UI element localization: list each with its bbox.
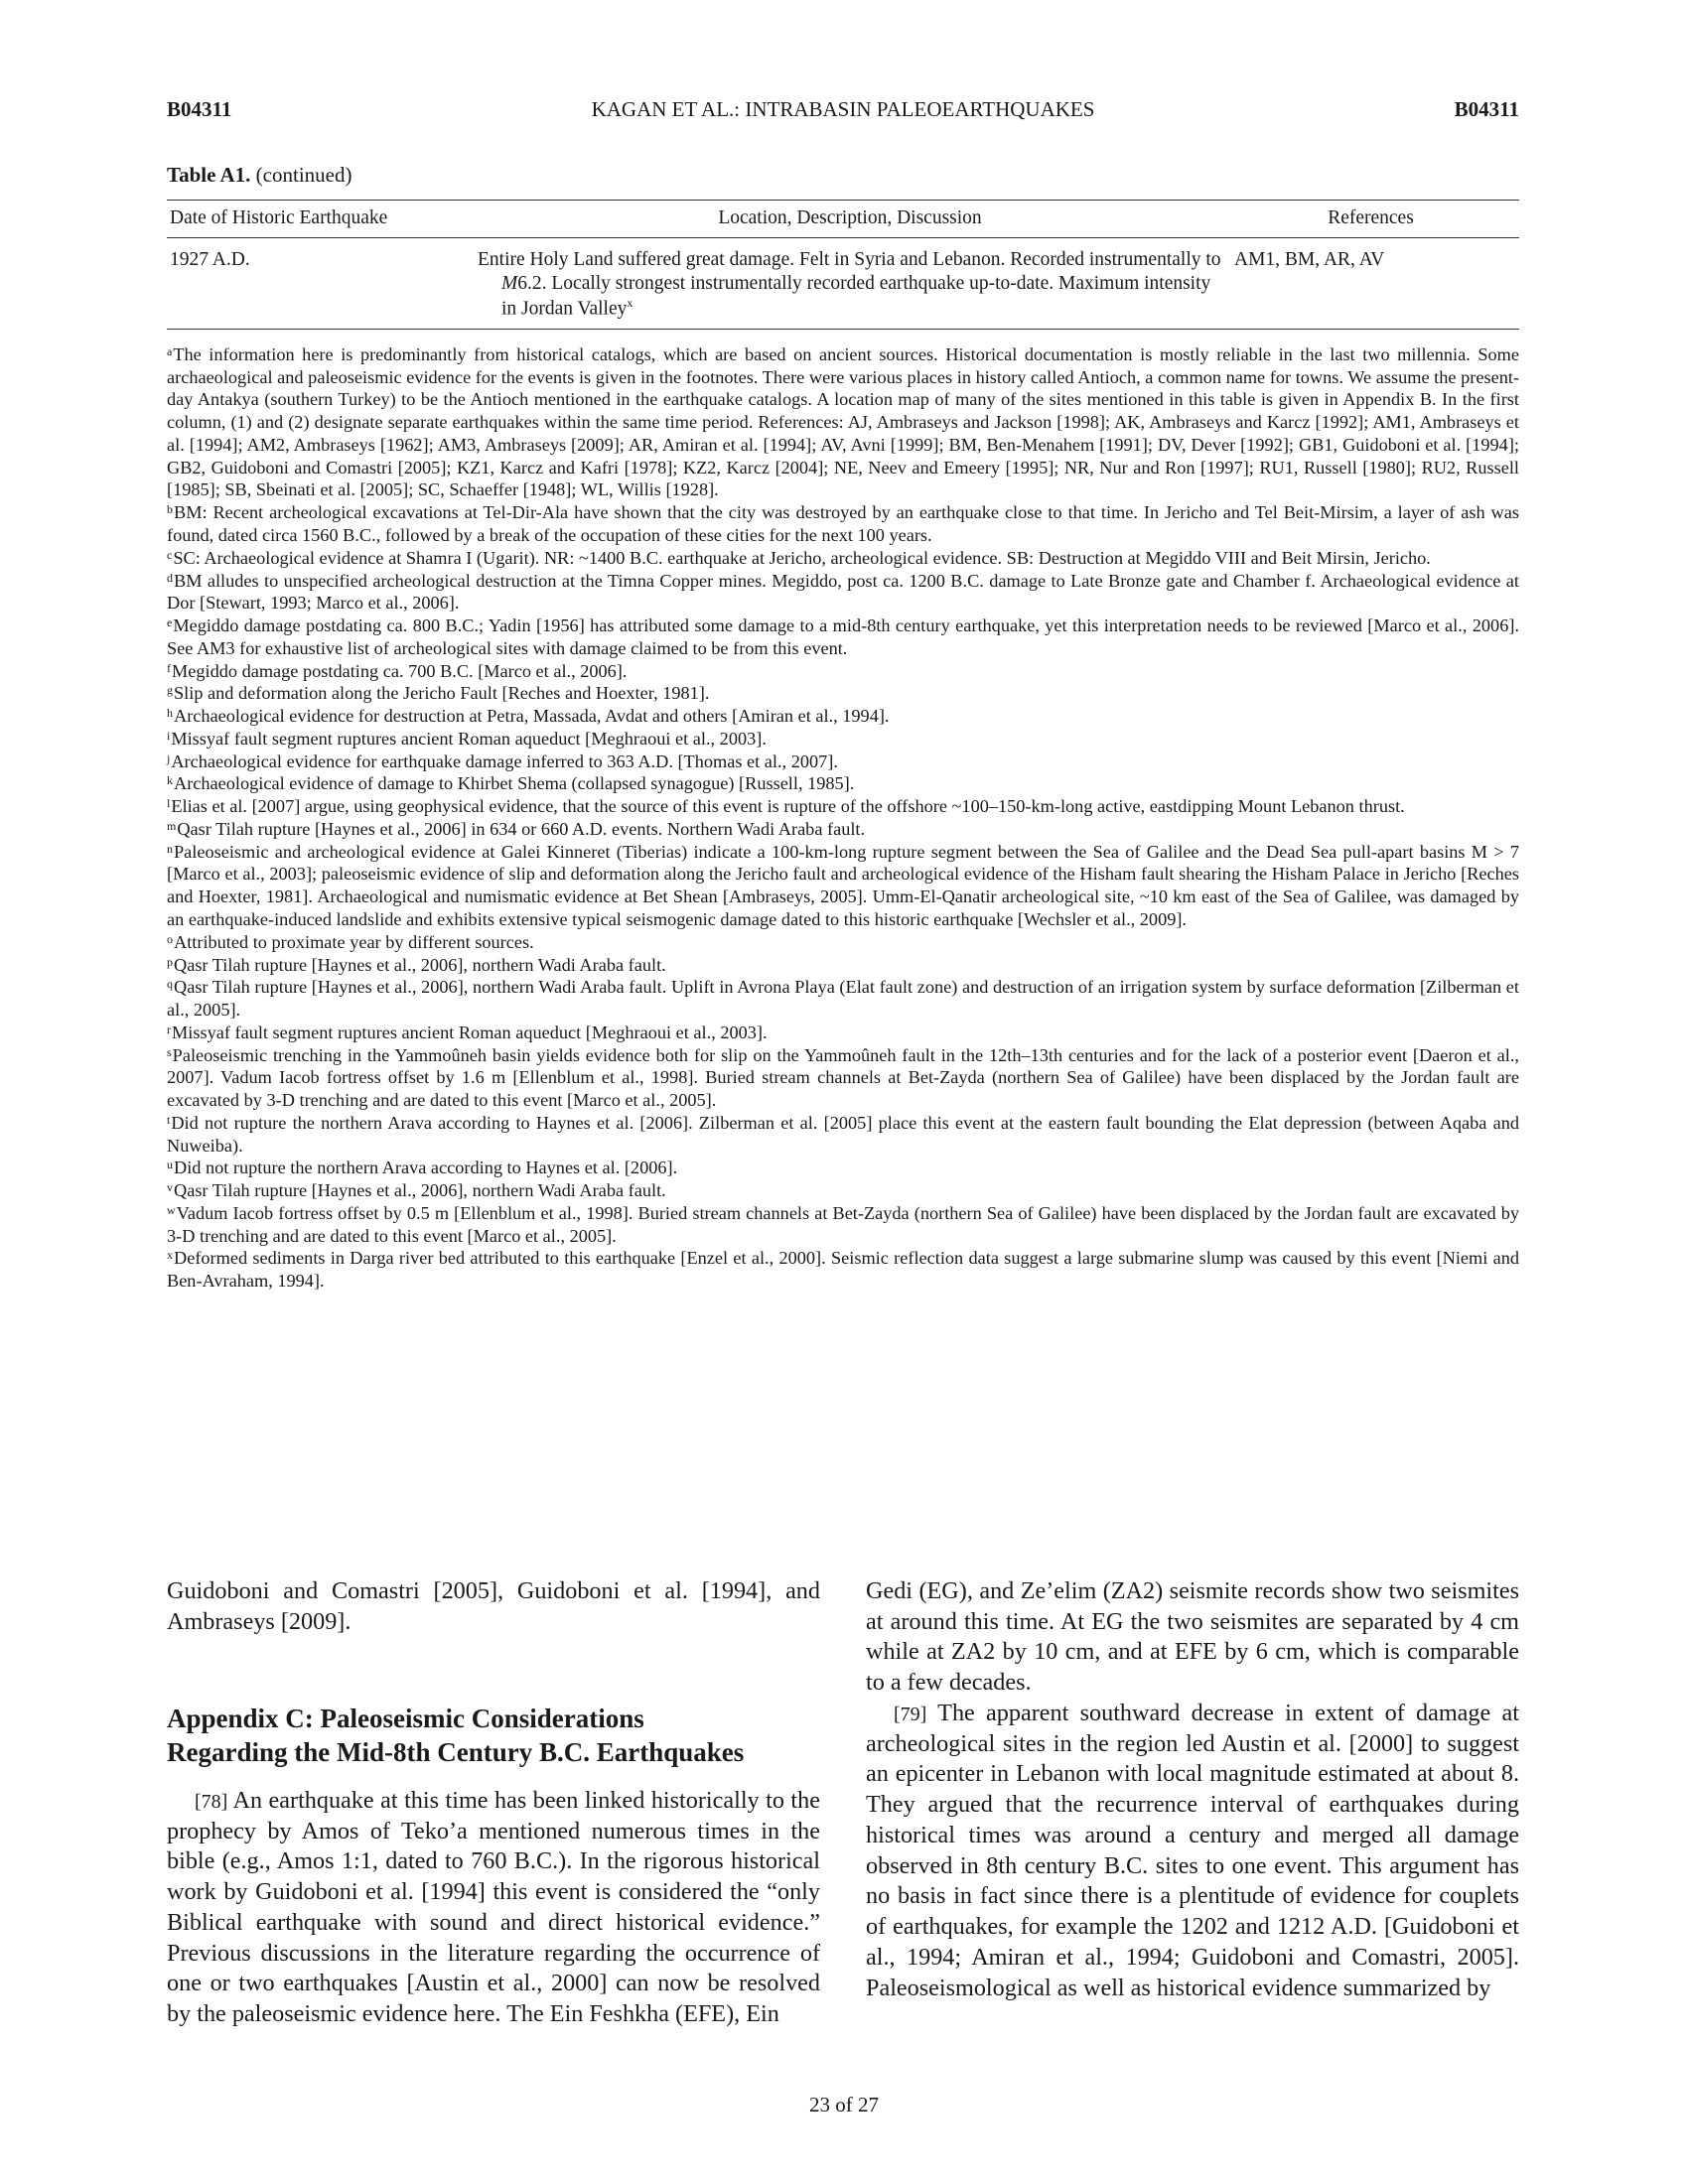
section-heading (167, 1703, 820, 1770)
table-header-references: References (1222, 201, 1519, 238)
article-id-right: B04311 (1454, 97, 1519, 121)
section-title-line-1: Appendix C: Paleoseismic Considerations (167, 1704, 644, 1734)
article-id-left: B04311 (167, 97, 232, 121)
right-column (866, 1576, 1519, 2003)
table-row (167, 238, 1519, 330)
table-cell-date: 1927 A.D. (167, 238, 478, 330)
footnote-m: $^m$Qasr Tilah rupture [Haynes et al., 2006] in 634 or 660 A.D. events. Northern Wadi Araba fault. (167, 818, 866, 839)
footnote-n: $^n$Paleoseismic and archeological evidence at Galei Kinneret (Tiberias) indicate a 100-km-long rupture segment between the Sea of Galilee and the Dead Sea pull-apart basins M > 7 [Marco et al., 2003]; paleoseismic evidence of slip and deformation along the Jericho fault and archeological evidence of the Hisham fault shearing the Hisham Palace in Jericho [Reches and Hoexter, 1981]. Archaeological and numismatic evidence at Bet Shean [Ambraseys, 2005]. Umm-El-Qanatir archeological site, ~10 km east of the Sea of Galilee, was damaged by an earthquake-induced landslide and exhibits extensive typical seismogenic damage dated to this historic earthquake [Wechsler et al., 2009]. (167, 841, 1519, 929)
footnote-g: $^g$Slip and deformation along the Jericho Fault [Reches and Hoexter, 1981]. (167, 683, 710, 704)
footnote-u: $^u$Did not rupture the northern Arava according to Haynes et al. [2006]. (167, 1158, 678, 1178)
page-content (167, 91, 1519, 1293)
table-caption-label: Table A1. (167, 163, 251, 187)
page-number: 23 of 27 (809, 2093, 879, 2116)
left-column (167, 1576, 820, 2030)
table-caption (167, 163, 1519, 188)
footnote-p: $^p$Qasr Tilah rupture [Haynes et al., 2006], northern Wadi Araba fault. (167, 954, 666, 975)
footnote-w: $^w$Vadum Iacob fortress offset by 0.5 m [Ellenblum et al., 1998]. Buried stream channels at Bet-Zayda (northern Sea of Galilee) have been displaced by the Jordan fault are excavated by 3-D trenching and are dated to this event [Marco et al., 2005]. (167, 1202, 1519, 1246)
footnote-l: $^l$Elias et al. [2007] argue, using geophysical evidence, that the source of this event is rupture of the offshore ~100–150-km-long active, eastdipping Mount Lebanon thrust. (167, 796, 1405, 817)
footnote-a: $^a$The information here is predominantly from historical catalogs, which are based on ancient sources. Historical documentation is mostly reliable in the last two millennia. Some archaeological and paleoseismic evidence for the events is given in the footnotes. There were various places in history called Antioch, a common name for towns. We assume the present-day Antakya (southern Turkey) to be the Antioch mentioned in the earthquake catalogs. A location map of many of the sites mentioned in this table is given in Appendix B. In the first column, (1) and (2) designate separate earthquakes within the same time period. References: AJ, Ambraseys and Jackson [1998]; AK, Ambraseys and Karcz [1992]; AM1, Ambraseys et al. [1994]; AM2, Ambraseys [1962]; AM3, Ambraseys [2009]; AR, Amiran et al. [1994]; AV, Avni [1999]; BM, Ben-Menahem [1991]; DV, Dever [1992]; GB1, Guidoboni et al. [1994]; GB2, Guidoboni and Comastri [2005]; KZ1, Karcz and Kafri [1978]; KZ2, Karcz [2004]; NE, Neev and Emeery [1995]; NR, Nur and Ron [1997]; RU1, Russell [1980]; RU2, Russell [1985]; SB, Sbeinati et al. [2005]; SC, Schaeffer [1948]; WL, Willis [1928]. (167, 343, 1519, 500)
footnote-e: $^e$Megiddo damage postdating ca. 800 B.C.; Yadin [1956] has attributed some damage to a mid-8th century earthquake, yet this interpretation needs to be reviewed [Marco et al., 2006]. See AM3 for exhaustive list of archeological sites with damage claimed to be from this event. (167, 615, 1519, 658)
footnote-t: $^t$Did not rupture the northern Arava according to Haynes et al. [2006]. Zilberman et al. [2005] place this event at the eastern fault bounding the Elat depression (between Aqaba and Nuweiba). (167, 1112, 1519, 1156)
footnote-d: $^d$BM alludes to unspecified archeological destruction at the Timna Copper mines. Megiddo, post ca. 1200 B.C. damage to Late Bronze gate and Chamber f. Archaeological evidence at Dor [Stewart, 1993; Marco et al., 2006]. (167, 570, 1519, 614)
footnote-h: $^h$Archaeological evidence for destruction at Petra, Massada, Avdat and others [Amiran et al., 1994]. (167, 706, 890, 727)
section-title-line-2: Regarding the Mid-8th Century B.C. Earthquakes (167, 1737, 745, 1768)
footnote-q: $^q$Qasr Tilah rupture [Haynes et al., 2006], northern Wadi Araba fault. Uplift in Avrona Playa (Elat fault zone) and destruction of an irrigation system by surface deformation [Zilberman et al., 2005]. (167, 977, 1519, 1021)
footnote-s: $^s$Paleoseismic trenching in the Yammoûneh basin yields evidence both for slip on the Yammoûneh fault in the 12th–13th centuries and for the lack of a posterior event [Daeron et al., 2007]. Vadum Iacob fortress offset by 1.6 m [Ellenblum et al., 1998]. Buried stream channels at Bet-Zayda (northern Sea of Galilee) have been displaced by the Jordan fault are excavated by 3-D trenching and are dated to this event [Marco et al., 2005]. (167, 1044, 1519, 1111)
footnote-j: $^j$Archaeological evidence for earthquake damage inferred to 363 A.D. [Thomas et al., 2007]. (167, 751, 838, 771)
running-title: KAGAN ET AL.: INTRABASIN PALEOEARTHQUAKES (591, 97, 1095, 121)
table-header-description: Location, Description, Discussion (478, 201, 1222, 238)
table-header-date: Date of Historic Earthquake (167, 201, 478, 238)
table-caption-rest: (continued) (255, 163, 352, 187)
footnote-o: $^o$Attributed to proximate year by different sources. (167, 931, 534, 952)
left-intro-text: Guidoboni and Comastri [2005], Guidoboni et al. [1994], and Ambraseys [2009]. (167, 1577, 820, 1635)
table-cell-description: Entire Holy Land suffered great damage. Felt in Syria and Lebanon. Recorded instrumentally to M6.2. Locally strongest instrumentally recorded earthquake up-to-date. Maximum intensity in Jordan Valley$^x$ (478, 238, 1222, 330)
paragraph-number: [78] (195, 1790, 228, 1813)
footnote-i: $^i$Missyaf fault segment ruptures ancient Roman aqueduct [Meghraoui et al., 2003]. (167, 728, 767, 749)
paragraph-number: [79] (894, 1703, 927, 1725)
running-header (167, 91, 1519, 131)
footnote-x: $^x$Deformed sediments in Darga river bed attributed to this earthquake [Enzel et al., 2000]. Seismic reflection data suggest a large submarine slump was caused by this event [Niemi and Ben-Avraham, 1994]. (167, 1248, 1519, 1292)
footnote-f: $^f$Megiddo damage postdating ca. 700 B.C. [Marco et al., 2006]. (167, 660, 628, 681)
table-footnotes (167, 343, 1519, 1293)
right-continuation-text: Gedi (EG), and Ze’elim (ZA2) seismite records show two seismites at around this time. At EG the two seismites are separated by 4 cm while at ZA2 by 10 cm, and at EFE by 6 cm, which is comparable to a few decades. (866, 1577, 1519, 1697)
footnote-r: $^r$Missyaf fault segment ruptures ancient Roman aqueduct [Meghraoui et al., 2003]. (167, 1022, 768, 1042)
footnote-v: $^v$Qasr Tilah rupture [Haynes et al., 2006], northern Wadi Araba fault. (167, 1180, 666, 1201)
table-cell-references: AM1, BM, AR, AV (1222, 238, 1519, 330)
footnote-b: $^b$BM: Recent archeological excavations at Tel-Dir-Ala have shown that the city was destroyed by an earthquake close to that time. In Jericho and Tel Beit-Mirsim, a layer of ash was found, dated circa 1560 B.C., followed by a break of the occupation of these cities for the next 100 years. (167, 502, 1519, 545)
table-header-row (167, 201, 1519, 238)
table-a1 (167, 200, 1519, 330)
footnote-k: $^k$Archaeological evidence of damage to Khirbet Shema (collapsed synagogue) [Russell, 1985]. (167, 773, 855, 794)
paragraph-79: [79] The apparent southward decrease in extent of damage at archeological sites in the region led Austin et al. [2000] to suggest an epicenter in Lebanon with local magnitude estimated at about 8. They argued that the recurrence interval of earthquakes during historical times was around a century and merged all damage observed in 8th century B.C. sites to one event. This argument has no basis in fact since there is a plentitude of evidence for couplets of earthquakes, for example the 1202 and 1212 A.D. [Guidoboni et al., 1994; Amiran et al., 1994; Guidoboni and Comastri, 2005]. Paleoseismological as well as historical evidence summarized by (866, 1699, 1519, 2001)
paragraph-78: [78] An earthquake at this time has been linked historically to the prophecy by Amos of Teko’a mentioned numerous times in the bible (e.g., Amos 1:1, dated to 760 B.C.). In the rigorous historical work by Guidoboni et al. [1994] this event is considered the “only Biblical earthquake with sound and direct historical evidence.” Previous discussions in the literature regarding the occurrence of one or two earthquakes [Austin et al., 2000] can now be resolved by the paleoseismic evidence here. The Ein Feshkha (EFE), Ein (167, 1786, 820, 2028)
footnote-c: $^c$SC: Archaeological evidence at Shamra I (Ugarit). NR: ~1400 B.C. earthquake at Jericho, archeological evidence. SB: Destruction at Megiddo VIII and Beit Mirsin, Jericho. (167, 547, 1431, 568)
